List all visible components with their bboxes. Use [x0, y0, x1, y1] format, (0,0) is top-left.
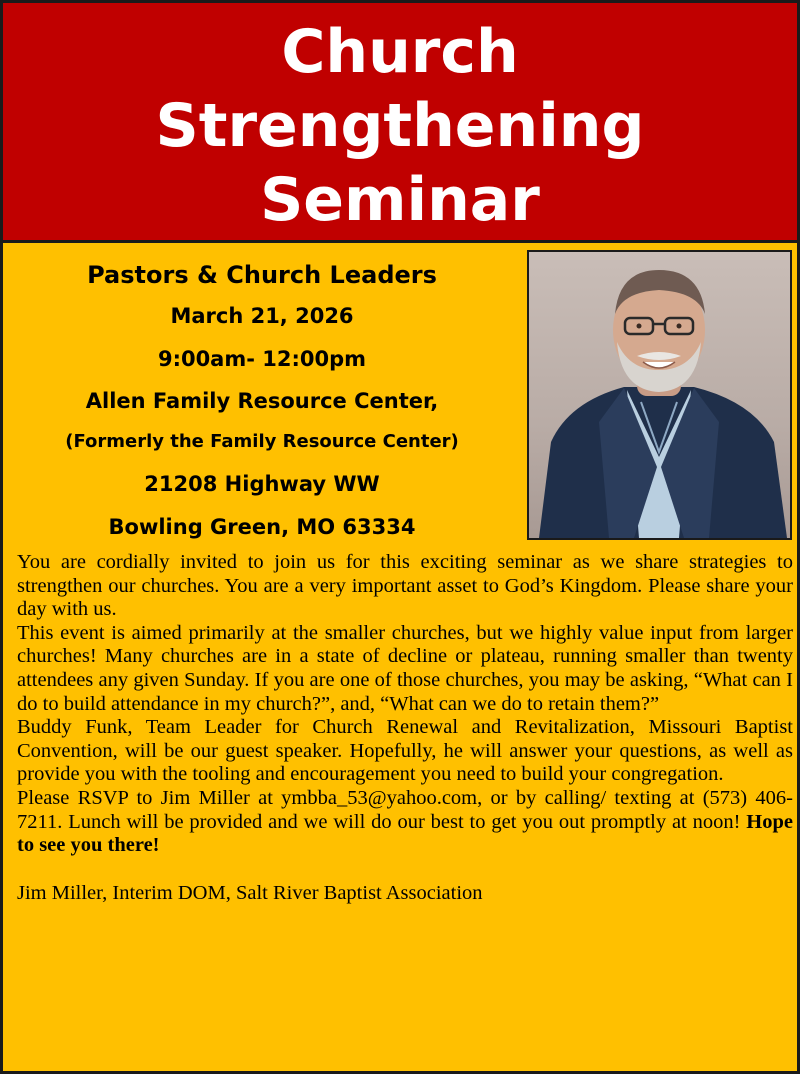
paragraph-audience: This event is aimed primarily at the smaller churches, but we highly value input from larger churches! Many churches are in a state of decline or plateau, running smaller than twenty attendees any given Sunday. If you are one of those churches, you may be asking, “What can I do to build attendance in my church?”, and, “What can we do to retain them?”: [17, 621, 793, 715]
signature: Jim Miller, Interim DOM, Salt River Baptist Association: [17, 881, 483, 904]
title-line-3: Seminar: [260, 165, 540, 235]
title-banner: [0, 0, 800, 243]
event-details: [7, 255, 517, 549]
rsvp-emphasis: Hope to see you there!: [17, 810, 793, 857]
title-line-2: Strengthening: [155, 91, 645, 161]
venue-street: 21208 Highway WW: [144, 472, 380, 496]
paragraph-speaker: Buddy Funk, Team Leader for Church Renewal and Revitalization, Missouri Baptist Convention, will be our guest speaker. Hopefully, he will answer your questions, as well as provide you with the tooling and encouragement you need to build your congregation.: [17, 716, 793, 786]
speaker-photo: [527, 250, 792, 540]
paragraph-invitation: You are cordially invited to join us for this exciting seminar as we share strategies to strengthen our churches. You are a very important asset to God’s Kingdom. Please share your day with us.: [17, 551, 793, 621]
venue-former-name: (Formerly the Family Resource Center): [65, 431, 459, 452]
rsvp-text: Please RSVP to Jim Miller at ymbba_53@yahoo.com, or by calling/ texting at (573) 406-7211. Lunch will be provided and we will do our best to get you out promptly at noon!: [17, 786, 793, 833]
content-panel: [0, 243, 800, 1074]
title-line-1: Church: [281, 17, 519, 87]
venue-name: Allen Family Resource Center,: [85, 389, 439, 413]
venue-city: Bowling Green, MO 63334: [108, 515, 416, 539]
invitation-text: [17, 551, 793, 905]
event-time: 9:00am- 12:00pm: [157, 347, 367, 371]
audience-heading: Pastors & Church Leaders: [87, 261, 437, 289]
event-date: March 21, 2026: [170, 304, 354, 328]
paragraph-rsvp: [17, 787, 793, 858]
